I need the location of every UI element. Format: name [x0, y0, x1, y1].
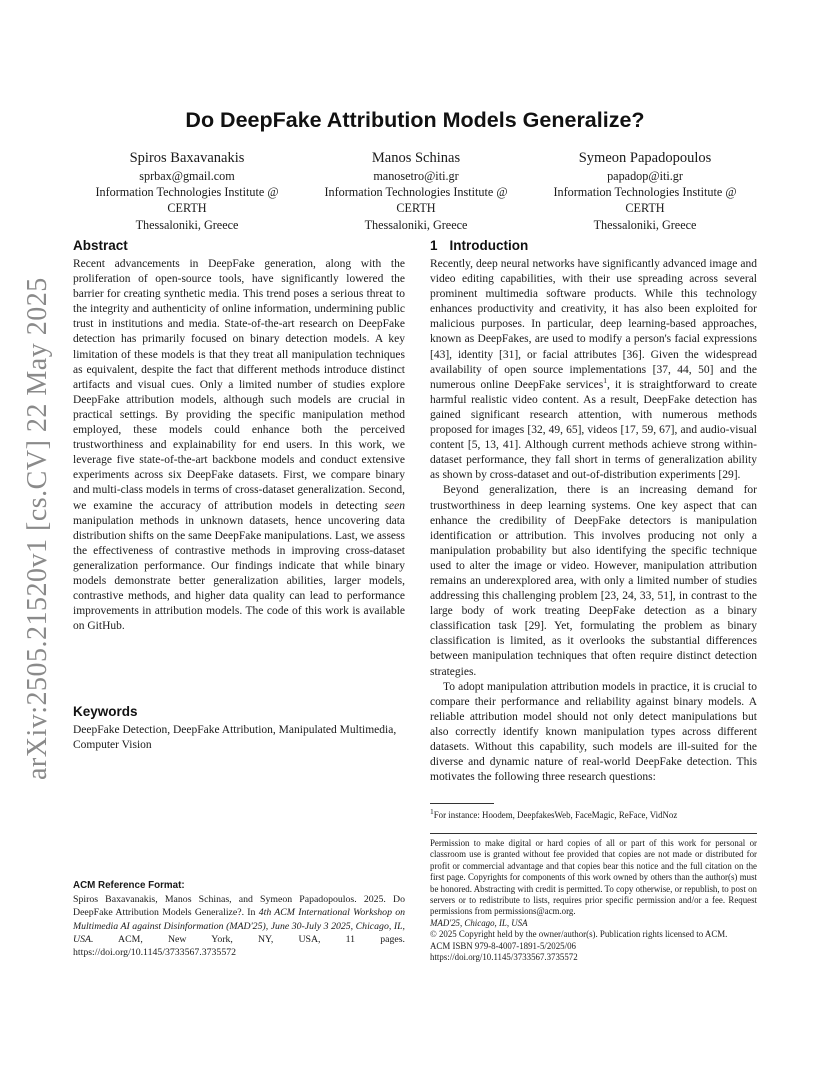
- permission-isbn: ACM ISBN 979-8-4007-1891-5/2025/06: [430, 940, 576, 951]
- keywords-heading: Keywords: [73, 704, 138, 719]
- arxiv-identifier: arXiv:2505.21520v1 [cs.CV] 22 May 2025: [22, 277, 53, 780]
- abstract-text: Recent advancements in DeepFake generation, along with the proliferation of open-source tools, have significantly lowered the barrier for creating synthetic media. This trend poses a serious threat to the integrity and authenticity of online information, undermining public trust in institutions and media. State-of-the-art research on DeepFake detection has primarily focused on binary detection models. A key limitation of these models is that they treat all manipulation techniques as equivalent, despite the fact that different methods introduce distinct artifacts and visual cues. Only a limited number of studies explore DeepFake attribution models, although such models are crucial in practical settings. By providing the specific manipulation method employed, these models could enhance both the perceived trustworthiness and explainability for end users. In this work, we leverage five state-of-the-art backbone models and conduct extensive experiments across six DeepFake datasets. First, we compare binary and multi-class models in terms of cross-dataset generalization. Second, we examine the accuracy of attribution models in detecting seen manipulation methods in unknown datasets, hence uncovering data distribution shifts on the same DeepFake manipulations. Last, we assess the effectiveness of contrastive methods in improving cross-dataset generalization performance. Our findings indicate that while binary models demonstrate better generalization abilities, larger models, contrastive methods, and higher data quality can lead to performance improvements in attribution models. The code of this work is available on GitHub.: [73, 258, 405, 633]
- abstract-section: [73, 238, 405, 634]
- author-2: [305, 148, 527, 233]
- footnote-text: $^1$For instance: Hoodem, DeepfakesWeb, FaceMagic, ReFace, VidNoz: [430, 807, 678, 820]
- author-email: papadop@iti.gr: [607, 169, 683, 183]
- introduction-heading: 1 Introduction: [430, 238, 529, 253]
- abstract-heading: Abstract: [73, 238, 128, 253]
- permission-block: [430, 838, 757, 963]
- permission-doi: https://doi.org/10.1145/3733567.3735572: [430, 952, 578, 963]
- intro-paragraph-1: Recently, deep neural networks have significantly advanced image and video editing capabilities, with their use spreading across several prominent multimedia software products. While this technology enhances productivity and creativity, it has also been exploited for malicious purposes. In particular, deep learning-based approaches, known as DeepFakes, are used to modify a person's facial expressions [43], identity [31], or facial attributes [36]. Given the widespread availability of open source implementations [37, 44, 50] and the numerous online DeepFake services$^1$, it is straightforward to create harmful realistic video content. As a result, DeepFake detection has gained significant research attention, with numerous methods proposed for images [32, 49, 65], videos [17, 59, 67], and audio-visual content [5, 13, 41]. Although current methods achieve strong within-dataset performance, they fall short in terms of generalization ability as shown by cross-dataset and out-of-distribution experiments [29].: [430, 258, 757, 482]
- footnote-rule: [430, 803, 494, 804]
- author-email: sprbax@gmail.com: [139, 169, 235, 183]
- permission-text: Permission to make digital or hard copies of all or part of this work for personal or classroom use is granted without fee provided that copies are not made or distributed for profit or commercial advantage and that copies bear this notice and the full citation on the first page. Copyrights for components of this work owned by others than the author(s) must be honored. Abstracting with credit is permitted. To copy otherwise, or republish, to post on servers or to redistribute to lists, requires prior specific permission and/or a fee. Request permissions from permissions@acm.org.: [430, 838, 757, 917]
- author-block: [76, 148, 756, 233]
- intro-paragraph-2: Beyond generalization, there is an increasing demand for trustworthiness in deep learning systems. One key aspect that can enhance the credibility of DeepFake detectors is manipulation identification or attribution. This involves producing not only a manipulation probability but also identifying the specific technique used to alter the image or video. However, manipulation attribution remains an underexplored area, with only a limited number of studies addressing this challenging problem [23, 24, 33, 51], in contrast to the large body of work treating DeepFake detection as a binary classification task [29]. Yet, formulating the problem as binary classification is limited, as it overlooks the substantial differences between manipulation techniques that often require distinct detection strategies.: [430, 484, 757, 678]
- permission-copyright: © 2025 Copyright held by the owner/author(s). Publication rights licensed to ACM.: [430, 929, 728, 940]
- intro-paragraph-3: To adopt manipulation attribution models in practice, it is crucial to compare their performance and reliability against binary models. A reliable attribution model should not only detect manipulations but also correctly identify known manipulation types across different datasets. Without this capability, such models are ill-suited for the diverse and dynamic nature of real-world DeepFake detection. This motivates the following three research questions:: [430, 680, 757, 784]
- keywords-text: DeepFake Detection, DeepFake Attribution, Manipulated Multimedia, Computer Vision: [73, 724, 397, 752]
- footnote: [430, 807, 757, 821]
- author-3: [534, 148, 756, 233]
- author-affiliation: Information Technologies Institute @ CERTH: [95, 185, 279, 216]
- author-affiliation: Information Technologies Institute @ CERTH: [324, 185, 508, 216]
- author-affiliation: Information Technologies Institute @ CERTH: [553, 185, 737, 216]
- author-1: [76, 148, 298, 233]
- author-name: Manos Schinas: [371, 150, 461, 166]
- author-location: Thessaloniki, Greece: [135, 217, 239, 232]
- permission-rule: [430, 833, 757, 834]
- introduction-section: [430, 238, 757, 785]
- author-email: manosetro@iti.gr: [373, 169, 459, 183]
- author-name: Spiros Baxavanakis: [129, 150, 245, 166]
- paper-title: Do DeepFake Attribution Models Generalize?: [185, 108, 645, 132]
- keywords-section: [73, 704, 405, 753]
- acm-reference: [73, 880, 405, 959]
- permission-venue: MAD'25, Chicago, IL, USA: [430, 917, 528, 928]
- author-location: Thessaloniki, Greece: [593, 217, 697, 232]
- acm-reference-heading: ACM Reference Format:: [73, 880, 185, 891]
- footnote-ref: 1: [603, 375, 607, 385]
- acm-reference-text: Spiros Baxavanakis, Manos Schinas, and Symeon Papadopoulos. 2025. Do DeepFake Attribution Models Generalize?. In 4th ACM International Workshop on Multimedia AI against Disinformation (MAD'25), June 30-July 3 2025, Chicago, IL, USA. ACM, New York, NY, USA, 11 pages. https://doi.org/10.1145/3733567.3735572: [73, 894, 406, 959]
- author-location: Thessaloniki, Greece: [364, 217, 468, 232]
- author-name: Symeon Papadopoulos: [578, 150, 712, 166]
